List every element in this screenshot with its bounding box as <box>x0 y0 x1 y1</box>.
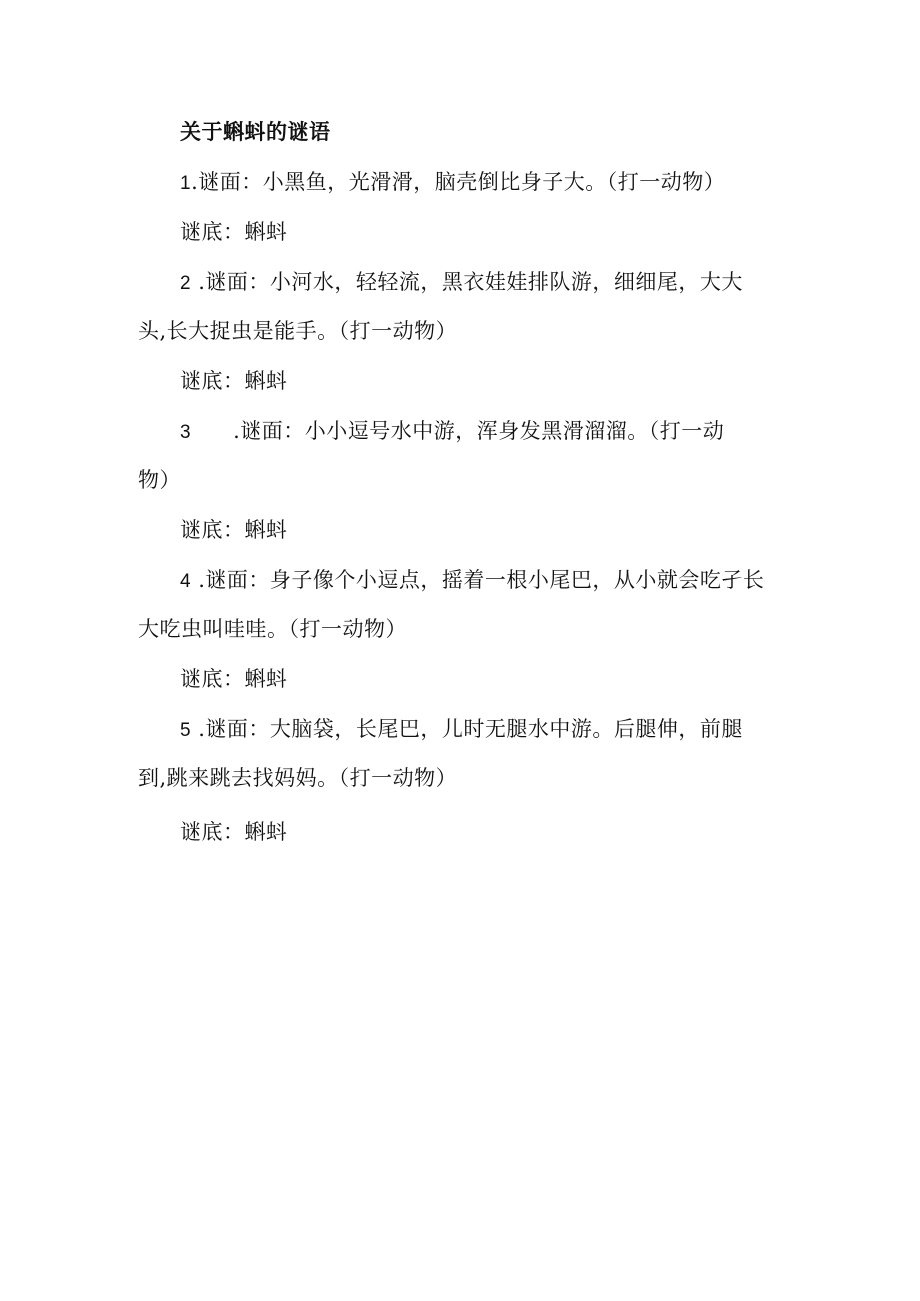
riddle-5-number: 5 <box>180 720 192 741</box>
riddle-2-text: .谜面：小河水，轻轻流，黑衣娃娃排队游，细细尾，大大 <box>191 270 743 294</box>
riddle-1-question <box>180 168 725 198</box>
riddle-2-question <box>180 268 743 298</box>
riddle-3-question-cont: 物） <box>138 468 181 492</box>
riddle-4-question-cont: 大吃虫叫哇哇。（打一动物） <box>138 617 407 641</box>
riddle-3-answer: 谜底：蝌蚪 <box>180 518 288 542</box>
riddle-5-question <box>180 715 743 745</box>
riddle-5-answer: 谜底：蝌蚪 <box>180 820 288 844</box>
riddle-3-question <box>180 417 724 447</box>
riddle-4-number: 4 <box>180 571 192 592</box>
riddle-1-number: 1 <box>180 173 192 194</box>
page-title: 关于蝌蚪的谜语 <box>180 119 331 144</box>
riddle-1-answer: 谜底：蝌蚪 <box>180 220 288 244</box>
riddle-5-text: .谜面：大脑袋，长尾巴，儿时无腿水中游。后腿伸，前腿 <box>191 717 743 741</box>
riddle-4-answer: 谜底：蝌蚪 <box>180 667 288 691</box>
riddle-3-text: .谜面：小小逗号水中游，浑身发黑滑溜溜。（打一动 <box>233 419 725 443</box>
riddle-2-question-cont: 头,长大捉虫是能手。（打一动物） <box>138 319 458 343</box>
riddle-2-number: 2 <box>180 273 192 294</box>
riddle-3-number: 3 <box>180 422 192 443</box>
riddle-2-answer: 谜底：蝌蚪 <box>180 369 288 393</box>
riddle-5-question-cont: 到,跳来跳去找妈妈。（打一动物） <box>138 766 458 790</box>
riddle-1-text: .谜面：小黑鱼，光滑滑，脑壳倒比身子大。（打一动物） <box>191 170 726 194</box>
riddle-4-question <box>180 566 764 596</box>
riddle-4-text: .谜面：身子像个小逗点，摇着一根小尾巴，从小就会吃孑长 <box>191 568 765 592</box>
